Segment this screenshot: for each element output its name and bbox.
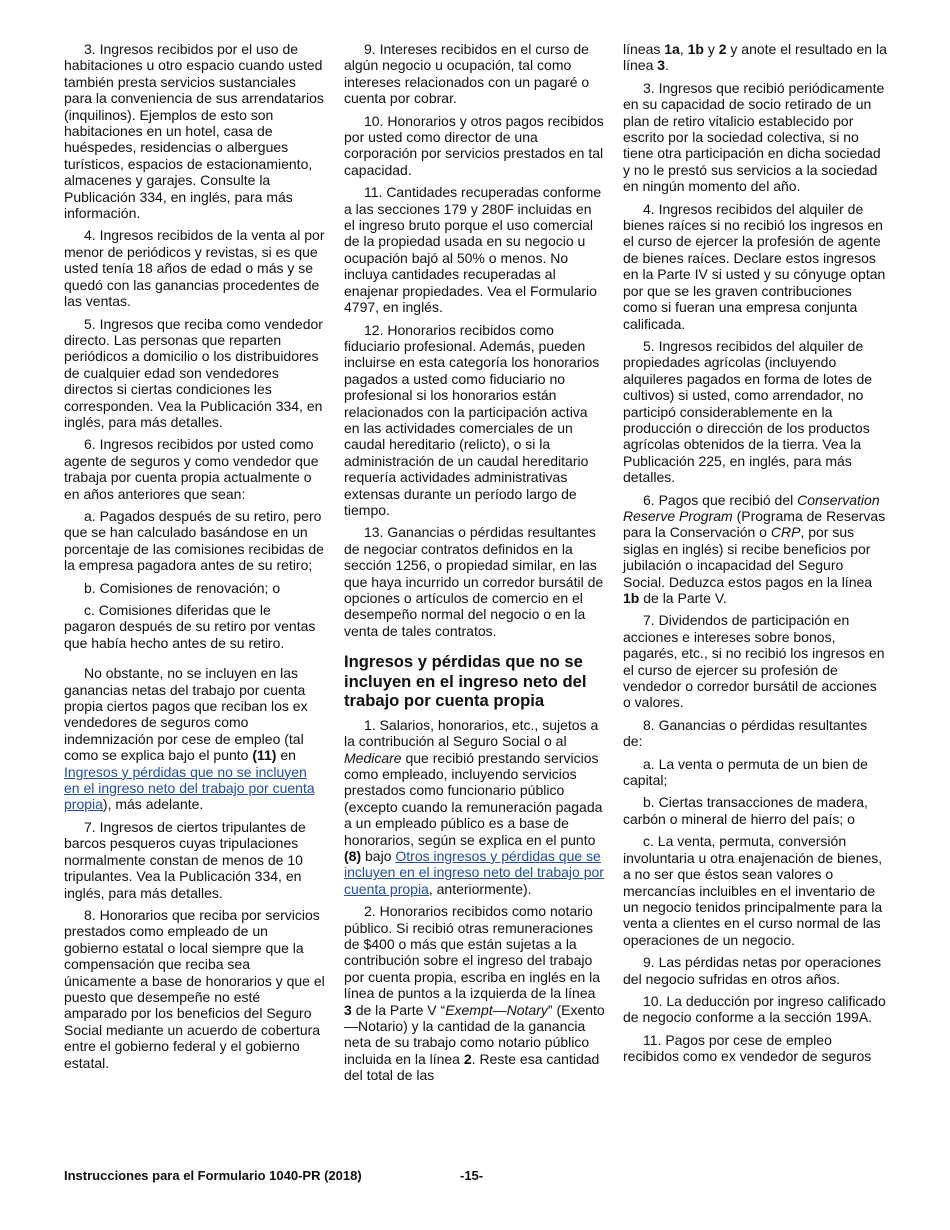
excluded-item-9: 9. Las pérdidas netas por operaciones del negocio sufridas en otros años. <box>623 954 882 987</box>
excluded-item-6: 6. Pagos que recibió del Conservation Reserve Program (Programa de Reservas para la Conservación o CRP, por sus siglas en inglés) si recibe beneficios por jubilación o incapacidad del Seguro Social. Deduzca estos pagos en la línea 1b de la Parte V. <box>623 491 886 606</box>
footer-title: Instrucciones para el Formulario 1040-PR (2018) <box>64 1168 362 1183</box>
paragraph-item-7: 7. Ingresos de ciertos tripulantes de barcos pesqueros cuyas tripulaciones normalmente constan de menos de 10 tripulantes. Vea la Publicación 334, en inglés, para más detalles. <box>64 818 306 901</box>
paragraph-item-11: 11. Cantidades recuperadas conforme a las secciones 179 y 280F incluidas en el ingreso bruto porque el uso comercial de la propiedad usada en su negocio u ocupación bajó al 50% o menos. No incluya cantidades recuperadas al enajenar propiedades. Vea el Formulario 4797, en inglés. <box>344 184 602 316</box>
excluded-item-7: 7. Dividendos de participación en acciones e intereses sobre bonos, pagarés, etc., si no recibió los ingresos en el curso de ejercer su profesión de vendedor o corredor bursátil de acciones o valores. <box>623 612 885 711</box>
excluded-item-5: 5. Ingresos recibidos del alquiler de propiedades agrícolas (incluyendo alquileres pagados en forma de lotes de cultivos) si usted, como arrendador, no participó considerablemente en la producción o dirección de los productos agrícolas obtenidos de la tierra. Vea la Publicación 225, en inglés, para más detalles. <box>623 337 873 486</box>
excluded-item-11: 11. Pagos por cese de empleo recibidos como ex vendedor de seguros <box>623 1031 872 1065</box>
paragraph-item-4: 4. Ingresos recibidos de la venta al por menor de periódicos y revistas, si es que usted tenía 18 años de edad o más y se quedó con las ganancias procedentes de las ventas. <box>64 227 325 310</box>
subitem-c: c. Comisiones diferidas que le pagaron después de su retiro por ventas que había hecho antes de su retiro. <box>64 602 316 651</box>
subitem-b: b. Comisiones de renovación; o <box>84 579 281 596</box>
paragraph-item-12: 12. Honorarios recibidos como fiduciario profesional. Además, pueden incluirse en esta categoría los honorarios pagados a usted como fiduciario no profesional si los honorarios están relacionados con la participación activa en las actividades comerciales de un caudal hereditario (relicto), o si la administración de un caudal hereditario requería actividades administrativas extensas durante un período largo de tiempo. <box>344 321 600 518</box>
paragraph-item-5: 5. Ingresos que reciba como vendedor directo. Las personas que reparten periódicos a domicilio o los distribuidores de cualquier edad son vendedores directos si ciertas condiciones les corresponden. Vea la Publicación 334, en inglés, para más detalles. <box>64 315 323 430</box>
subitem-a: a. Pagados después de su retiro, pero que se han calculado basándose en un porcentaje de las comisiones recibidas de la empresa pagadora antes de su retiro; <box>64 507 324 574</box>
paragraph-exception: No obstante, no se incluyen en las ganancias netas del trabajo por cuenta propia ciertos pagos que reciban los ex vendedores de seguros como indemnización por cese de empleo (tal como se explica bajo el punto (11) en Ingresos y pérdidas que no se incluyen en el ingreso neto del trabajo por cuenta propia), más adelante. <box>64 665 315 813</box>
subitem-8a: a. La venta o permuta de un bien de capital; <box>623 755 868 789</box>
column-2 <box>344 41 606 1084</box>
section-heading: Ingresos y pérdidas que no se incluyen en el ingreso neto del trabajo por cuenta propia <box>344 652 587 711</box>
excluded-item-2: 2. Honorarios recibidos como notario público. Si recibió otras remuneraciones de $400 o más que están sujetas a la contribución sobre el ingreso del trabajo por cuenta propia, escriba en inglés en la línea de puntos a la izquierda de la línea 3 de la Parte V “Exempt—Notary” (Exento —Notario) y la cantidad de la ganancia neta de su trabajo como notario público incluida en la línea 2. Reste esa cantidad del total de las <box>344 903 605 1084</box>
paragraph-item-9: 9. Intereses recibidos en el curso de algún negocio u ocupación, tal como intereses relacionados con un pagaré o cuenta por cobrar. <box>344 41 590 107</box>
continuation-text: líneas 1a, 1b y 2 y anote el resultado en la línea 3. <box>623 41 887 74</box>
excluded-item-8: 8. Ganancias o pérdidas resultantes de: <box>623 716 868 750</box>
paragraph-item-13: 13. Ganancias o pérdidas resultantes de negociar contratos definidos en la sección 1256, o propiedad similar, en las que haya incurrido un corredor bursátil de opciones o artículos de comercio en el desempeño normal del negocio o en la venta de tales contratos. <box>344 524 604 639</box>
link-other-income[interactable]: Otros ingresos y pérdidas que se incluyen en el ingreso neto del trabajo por cuenta propia <box>344 847 604 897</box>
paragraph-item-8: 8. Honorarios que reciba por servicios prestados como empleado de un gobierno estatal o local siempre que la compensación que reciba sea únicamente a base de honorarios y que el puesto que desempeñe no esté amparado por los beneficios del Seguro Social mediante un acuerdo de cobertura entre el gobierno federal y el gobierno estatal. <box>64 906 325 1071</box>
column-1 <box>64 41 326 1077</box>
paragraph-item-10: 10. Honorarios y otros pagos recibidos por usted como director de una corporación por servicios prestados en tal capacidad. <box>344 112 604 178</box>
excluded-item-1: 1. Salarios, honorarios, etc., sujetos a la contribución al Seguro Social o al Medicare que recibió prestando servicios como empleado, incluyendo servicios prestados como funcionario público (excepto cuando la remuneración pagada a un empleado público es a base de honorarios, según se explica en el punto (8) bajo Otros ingresos y pérdidas que se incluyen en el ingreso neto del trabajo por cuenta propia, anteriormente). <box>344 716 604 897</box>
subitem-8b: b. Ciertas transacciones de madera, carbón o mineral de hierro del país; o <box>623 794 868 827</box>
link-excluded-income[interactable]: Ingresos y pérdidas que no se incluyen en el ingreso neto del trabajo por cuenta propia <box>64 763 315 813</box>
excluded-item-4: 4. Ingresos recibidos del alquiler de bienes raíces si no recibió los ingresos en el curso de ejercer la profesión de agente de bienes raíces. Declare estos ingresos en la Parte IV si usted y su cónyuge optan por que se les graven contribuciones como si fueran una empresa conjunta calificada. <box>623 200 886 332</box>
excluded-item-10: 10. La deducción por ingreso calificado de negocio conforme a la sección 199A. <box>623 992 886 1026</box>
page-number: -15- <box>460 1168 484 1183</box>
excluded-item-3: 3. Ingresos que recibió periódicamente en su capacidad de socio retirado de un plan de retiro vitalicio establecido por escrito por la sociedad colectiva, si no tiene otra participación en dicha sociedad y no le prestó sus servicios a la sociedad en ningún momento del año. <box>623 79 885 195</box>
paragraph-item-6: 6. Ingresos recibidos por usted como agente de seguros y como vendedor que trabaja por cuenta propia actualmente o en años anteriores que sean: <box>64 436 319 502</box>
column-3 <box>623 41 887 1065</box>
subitem-8c: c. La venta, permuta, conversión involuntaria u otra enajenación de bienes, a no ser que éstos sean valores o mercancías incluibles en el inventario de un negocio tenidos principalmente para la venta a clientes en el curso normal de las operaciones de un negocio. <box>623 833 883 948</box>
paragraph-item-3: 3. Ingresos recibidos por el uso de habitaciones u otro espacio cuando usted también presta servicios sustanciales para la conveniencia de sus arrendatarios (inquilinos). Ejemplos de esto son habitaciones en un hotel, casa de huéspedes, residencias o albergues turísticos, espacios de estacionamiento, almacenes y garajes. Consulte la Publicación 334, en inglés, para más información. <box>64 41 324 222</box>
